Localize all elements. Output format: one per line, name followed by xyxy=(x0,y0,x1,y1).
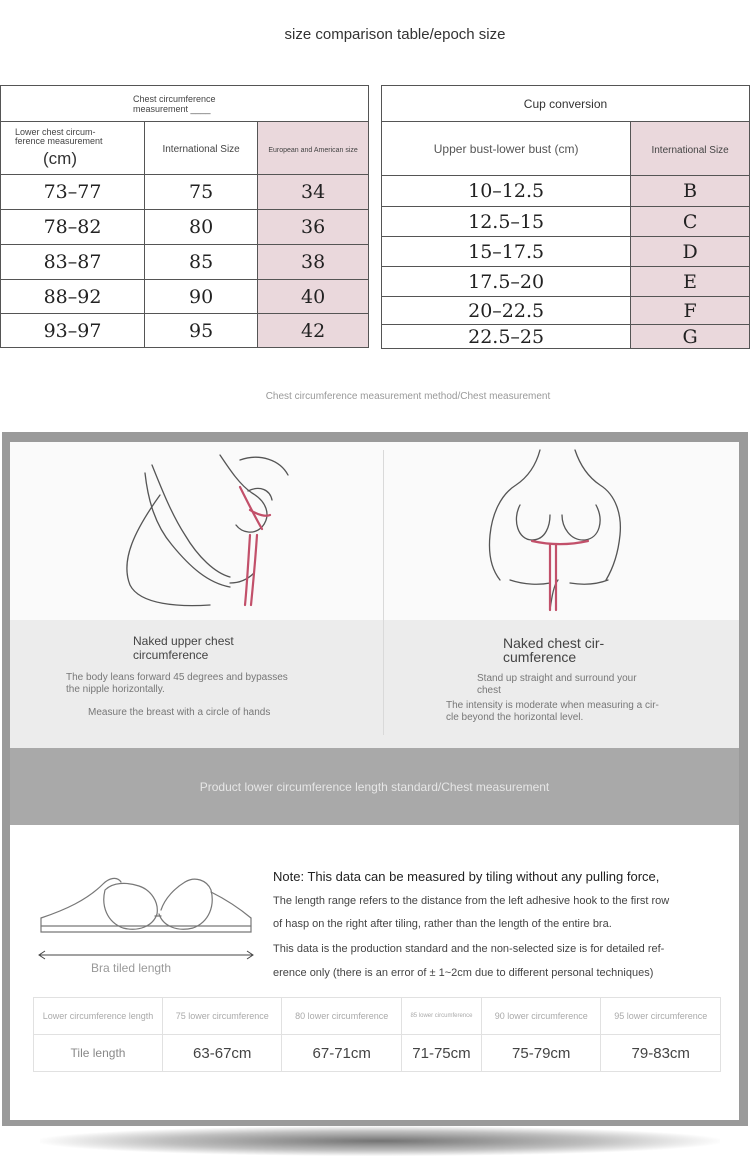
chest-range: 83–87 xyxy=(1,245,145,280)
len-value: 75-79cm xyxy=(482,1035,601,1072)
chest-intl: 75 xyxy=(145,175,258,210)
left-desc1-line1: The body leans forward 45 degrees and bypasses xyxy=(66,672,288,683)
chest-eu: 40 xyxy=(258,280,369,314)
chest-intl: 95 xyxy=(145,314,258,348)
cup-size: G xyxy=(631,325,750,349)
table-row xyxy=(34,1035,721,1072)
cup-size: F xyxy=(631,297,750,325)
cup-range: 20–22.5 xyxy=(382,297,631,325)
chest-eu: 42 xyxy=(258,314,369,348)
len-col-header: 90 lower circumference xyxy=(482,998,601,1035)
cup-range: 10–12.5 xyxy=(382,176,631,207)
chest-eu: 36 xyxy=(258,210,369,245)
cup-size: D xyxy=(631,237,750,267)
upper-chest-illustration xyxy=(90,445,330,615)
len-col-header: 80 lower circumference xyxy=(282,998,401,1035)
table-row xyxy=(1,245,369,280)
table-row xyxy=(382,207,750,237)
len-col-header: 75 lower circumference xyxy=(163,998,282,1035)
chest-intl: 80 xyxy=(145,210,258,245)
cup-range: 17.5–20 xyxy=(382,267,631,297)
chest-col-lower: Lower chest circum-ference measurement (cm) xyxy=(1,122,145,175)
right-desc2-line2: cle beyond the horizontal level. xyxy=(446,712,584,723)
note-heading: Note: This data can be measured by tiling without any pulling force, xyxy=(273,869,660,884)
page-title: size comparison table/epoch size xyxy=(284,26,506,43)
left-caption-line1: Naked upper chest xyxy=(133,634,234,648)
len-row-label: Tile length xyxy=(34,1035,163,1072)
cup-col-diff: Upper bust-lower bust (cm) xyxy=(382,122,631,176)
table-row xyxy=(1,280,369,314)
left-desc1-line2: the nipple horizontally. xyxy=(66,684,165,695)
right-caption-line2: cumference xyxy=(503,649,577,665)
table-row xyxy=(382,325,750,349)
table-row xyxy=(382,297,750,325)
chest-range: 88–92 xyxy=(1,280,145,314)
chest-table-header: Chest circumference measurement ____ xyxy=(1,86,369,122)
chest-col-eu: European and American size xyxy=(258,122,369,175)
chest-range: 73–77 xyxy=(1,175,145,210)
table-row xyxy=(1,314,369,348)
tile-length-table xyxy=(33,997,721,1072)
right-desc1-line2: chest xyxy=(477,685,501,696)
cup-size: E xyxy=(631,267,750,297)
len-col-header: 95 lower circumference xyxy=(601,998,721,1035)
cup-range: 15–17.5 xyxy=(382,237,631,267)
frame-shadow xyxy=(40,1126,720,1156)
right-caption-line1: Naked chest cir- xyxy=(503,635,605,651)
table-row xyxy=(382,176,750,207)
table-row xyxy=(1,175,369,210)
cup-size: B xyxy=(631,176,750,207)
left-desc2: Measure the breast with a circle of hands xyxy=(88,707,271,718)
table-row xyxy=(382,267,750,297)
chest-eu: 34 xyxy=(258,175,369,210)
chest-col-intl: International Size xyxy=(145,122,258,175)
table-row xyxy=(1,210,369,245)
length-standard-title: Product lower circumference length standard/Chest measurement xyxy=(199,780,550,794)
panel-divider xyxy=(383,450,384,735)
chest-range: 93–97 xyxy=(1,314,145,348)
chest-size-table xyxy=(0,85,369,348)
left-caption-line2: circumference xyxy=(133,648,209,662)
len-col-header: 85 lower circumference xyxy=(401,998,481,1035)
cup-size: C xyxy=(631,207,750,237)
chest-intl: 90 xyxy=(145,280,258,314)
chest-range: 78–82 xyxy=(1,210,145,245)
chest-col-unit: (cm) xyxy=(43,148,77,168)
right-desc2-line1: The intensity is moderate when measuring a cir- xyxy=(446,700,659,711)
bra-illustration xyxy=(35,870,260,965)
note-line-3: This data is the production standard and the non-selected size is for detailed ref- xyxy=(273,943,665,955)
note-line-2: of hasp on the right after tiling, rather than the length of the entire bra. xyxy=(273,918,612,930)
cup-table-header: Cup conversion xyxy=(382,86,750,122)
cup-conversion-table xyxy=(381,85,750,349)
table-row xyxy=(382,237,750,267)
len-value: 71-75cm xyxy=(401,1035,481,1072)
right-desc1-line1: Stand up straight and surround your xyxy=(477,673,637,684)
len-value: 79-83cm xyxy=(601,1035,721,1072)
method-title: Chest circumference measurement method/Chest measurement xyxy=(265,391,551,402)
cup-range: 12.5–15 xyxy=(382,207,631,237)
len-value: 63-67cm xyxy=(163,1035,282,1072)
cup-range: 22.5–25 xyxy=(382,325,631,349)
note-line-1: The length range refers to the distance from the left adhesive hook to the first row xyxy=(273,895,670,907)
len-value: 67-71cm xyxy=(282,1035,401,1072)
table-row xyxy=(34,998,721,1035)
len-row-header: Lower circumference length xyxy=(34,998,163,1035)
cup-col-intl: International Size xyxy=(631,122,750,176)
chest-illustration xyxy=(470,445,650,615)
note-line-4: erence only (there is an error of ± 1~2cm due to different personal techniques) xyxy=(273,967,654,979)
bra-label: Bra tiled length xyxy=(91,961,172,975)
chest-eu: 38 xyxy=(258,245,369,280)
chest-intl: 85 xyxy=(145,245,258,280)
